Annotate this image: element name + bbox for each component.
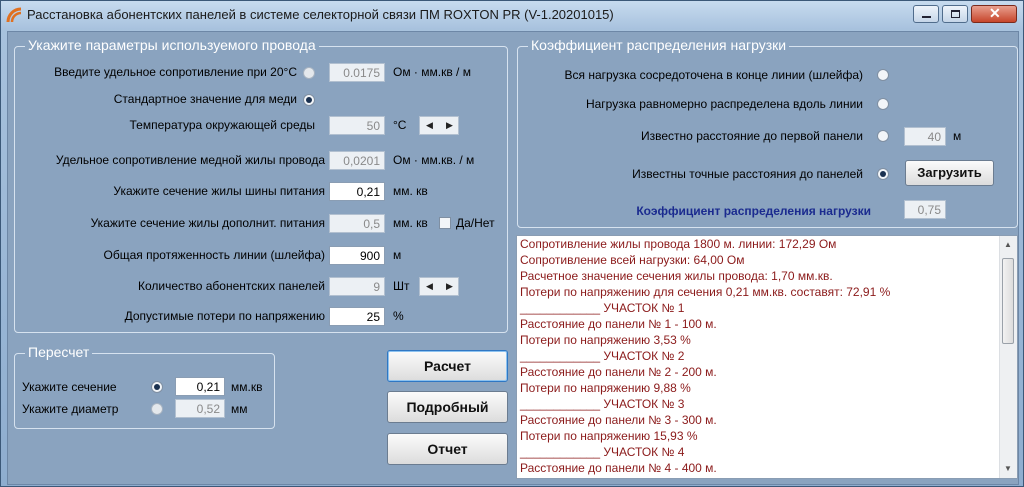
load-option-uniform-radio[interactable] (877, 98, 889, 110)
log-line: Расстояние до панели № 3 - 300 м. (520, 413, 717, 427)
load-option-exact-radio[interactable] (877, 168, 889, 180)
log-line: ____________ УЧАСТОК № 3 (520, 397, 685, 411)
recalc-section-unit: мм.кв (231, 380, 263, 394)
resistivity-radio[interactable] (303, 67, 315, 79)
wire-params-title: Укажите параметры используемого провода (25, 37, 319, 53)
load-coef-group (517, 37, 1018, 228)
maximize-button[interactable] (942, 5, 968, 23)
recalc-diameter-radio[interactable] (151, 403, 163, 415)
log-line: Сопротивление жилы провода 1800 м. линии: 172,29 Ом (520, 237, 837, 251)
log-line: ____________ УЧАСТОК № 1 (520, 301, 685, 315)
resistivity-label: Введите удельное сопротивление при 20°С (54, 65, 297, 79)
log-line: ____________ УЧАСТОК № 4 (520, 445, 685, 459)
window-title: Расстановка абонентских панелей в системе селекторной связи ПМ ROXTON PR (V-1.20201015) (27, 7, 614, 22)
coef-value: 0,75 (904, 200, 946, 219)
voltage-loss-label: Допустимые потери по напряжению (124, 309, 325, 323)
recalc-section-input[interactable]: 0,21 (175, 377, 225, 396)
line-length-input[interactable]: 900 (329, 246, 385, 265)
title-bar[interactable] (1, 1, 1023, 29)
result-log[interactable] (516, 235, 1018, 479)
report-button[interactable]: Отчет (387, 433, 508, 465)
extra-power-checkbox[interactable] (439, 217, 451, 229)
load-option-uniform-label: Нагрузка равномерно распределена вдоль линии (585, 97, 863, 111)
copper-res-input[interactable]: 0,0201 (329, 151, 385, 170)
copper-res-label: Удельное сопротивление медной жилы провода (55, 153, 325, 167)
stepper-right-icon[interactable]: ▶ (446, 281, 453, 291)
wire-params-group (14, 37, 508, 333)
extra-section-input[interactable]: 0,5 (329, 214, 385, 233)
app-logo-icon (5, 6, 23, 24)
voltage-loss-unit: % (393, 309, 404, 323)
recalc-section-label: Укажите сечение (22, 380, 117, 394)
log-line: Потери по напряжению 9,88 % (520, 381, 691, 395)
temperature-input[interactable]: 50 (329, 116, 385, 135)
log-line: Расстояние до панели № 2 - 200 м. (520, 365, 717, 379)
copper-res-unit: Ом · мм.кв. / м (393, 153, 475, 167)
log-line: Потери по напряжению 3,53 % (520, 333, 691, 347)
result-log-lines (517, 236, 1017, 476)
standard-copper-radio[interactable] (303, 94, 315, 106)
load-coef-title: Коэффициент распределения нагрузки (528, 37, 789, 53)
close-icon: ✕ (989, 5, 1001, 21)
panel-count-unit: Шт (393, 279, 410, 293)
power-section-label: Укажите сечение жилы шины питания (113, 184, 325, 198)
load-option-end-radio[interactable] (877, 69, 889, 81)
panel-count-label: Количество абонентских панелей (137, 279, 325, 293)
line-length-label: Общая протяженность линии (шлейфа) (103, 248, 325, 262)
load-option-exact-label: Известны точные расстояния до панелей (632, 167, 863, 181)
stepper-left-icon[interactable]: ◀ (426, 120, 433, 130)
log-line: ____________ УЧАСТОК № 2 (520, 349, 685, 363)
stepper-right-icon[interactable]: ▶ (446, 120, 453, 130)
log-line: Сопротивление всей нагрузки: 64,00 Ом (520, 253, 745, 267)
line-length-unit: м (393, 248, 402, 262)
load-option-end-label: Вся нагрузка сосредоточена в конце линии (шлейфа) (564, 68, 863, 82)
temperature-label: Температура окружающей среды (129, 118, 315, 132)
calculate-button[interactable]: Расчет (387, 350, 508, 382)
log-line: Расстояние до панели № 1 - 100 м. (520, 317, 717, 331)
log-line: Расчетное значение сечения жилы провода: 1,70 мм.кв. (520, 269, 833, 283)
load-button[interactable]: Загрузить (905, 160, 994, 186)
temperature-stepper[interactable] (419, 116, 459, 135)
main-panel (7, 31, 1019, 485)
log-line: Потери по напряжению 15,93 % (520, 429, 698, 443)
first-distance-input[interactable]: 40 (904, 127, 946, 146)
extra-section-label: Укажите сечение жилы дополнит. питания (90, 216, 325, 230)
power-section-unit: мм. кв (393, 184, 428, 198)
temperature-unit: °С (393, 118, 407, 132)
log-scrollbar[interactable] (999, 236, 1017, 478)
voltage-loss-input[interactable]: 25 (329, 307, 385, 326)
recalc-group (14, 344, 275, 429)
recalc-diameter-label: Укажите диаметр (22, 402, 119, 416)
minimize-button[interactable] (913, 5, 939, 23)
recalc-diameter-unit: мм (231, 402, 248, 416)
recalc-diameter-input[interactable]: 0,52 (175, 399, 225, 418)
standard-copper-label: Стандартное значение для меди (113, 92, 297, 106)
power-section-input[interactable]: 0,21 (329, 182, 385, 201)
resistivity-input[interactable]: 0.0175 (329, 63, 385, 82)
recalc-section-radio[interactable] (151, 381, 163, 393)
log-line: Расстояние до панели № 4 - 400 м. (520, 461, 717, 475)
load-option-first-radio[interactable] (877, 130, 889, 142)
scroll-down-icon[interactable]: ▼ (1004, 464, 1012, 473)
load-option-first-label: Известно расстояние до первой панели (641, 129, 863, 143)
resistivity-unit: Ом · мм.кв / м (393, 65, 471, 79)
extra-section-unit: мм. кв (393, 216, 428, 230)
maximize-icon (951, 10, 960, 18)
close-button[interactable] (971, 5, 1017, 23)
panel-count-input[interactable]: 9 (329, 277, 385, 296)
extra-power-checkbox-label: Да/Нет (456, 216, 495, 230)
recalc-title: Пересчет (25, 344, 92, 360)
scroll-up-icon[interactable]: ▲ (1004, 240, 1012, 249)
scroll-thumb[interactable] (1002, 258, 1014, 344)
minimize-icon (922, 16, 931, 18)
first-distance-unit: м (953, 129, 962, 143)
log-line: Потери по напряжению для сечения 0,21 мм.кв. составят: 72,91 % (520, 285, 891, 299)
detailed-button[interactable]: Подробный (387, 391, 508, 423)
stepper-left-icon[interactable]: ◀ (426, 281, 433, 291)
coef-label: Коэффициент распределения нагрузки (636, 204, 871, 218)
panel-count-stepper[interactable] (419, 277, 459, 296)
